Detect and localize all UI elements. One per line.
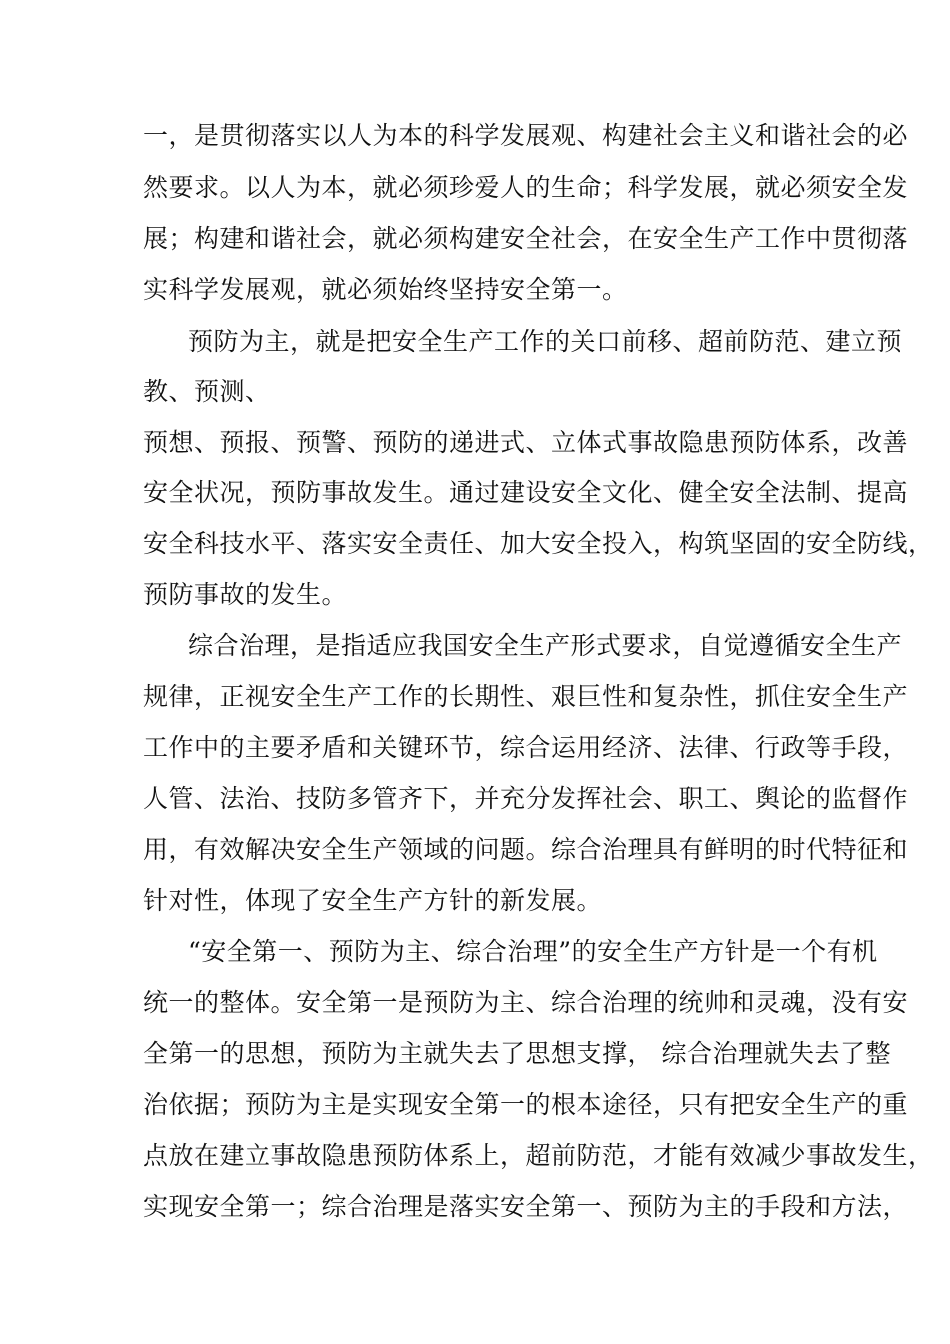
paragraph-1-line-1: 一，是贯彻落实以人为本的科学发展观、构建社会主义和谐社会的必 — [143, 121, 909, 150]
paragraph-1-line-4: 实科学发展观，就必须始终坚持安全第一。 — [143, 275, 628, 304]
paragraph-2-line-3: 预想、预报、预警、预防的递进式、立体式事故隐患预防体系，改善 — [143, 428, 909, 457]
paragraph-4-line-3: 全第一的思想，预防为主就失去了思想支撑， 综合治理就失去了整 — [143, 1039, 891, 1068]
paragraph-3-line-4: 人管、法治、技防多管齐下，并充分发挥社会、职工、舆论的监督作 — [143, 784, 909, 813]
paragraph-3-line-6: 针对性，体现了安全生产方针的新发展。 — [143, 886, 603, 915]
paragraph-2-line-6: 预防事故的发生。 — [143, 580, 348, 609]
paragraph-4-line-4: 治依据；预防为主是实现安全第一的根本途径，只有把安全生产的重 — [143, 1090, 909, 1119]
paragraph-2-line-2: 教、预测、 — [143, 377, 271, 406]
paragraph-3-line-2: 规律，正视安全生产工作的长期性、艰巨性和复杂性，抓住安全生产 — [143, 682, 909, 711]
paragraph-2-line-4: 安全状况，预防事故发生。通过建设安全文化、健全安全法制、提高 — [143, 478, 909, 507]
paragraph-1-line-2: 然要求。以人为本，就必须珍爱人的生命；科学发展，就必须安全发 — [143, 173, 909, 202]
paragraph-2-line-5: 安全科技水平、落实安全责任、加大安全投入，构筑坚固的安全防线， — [143, 529, 934, 558]
paragraph-2-line-1: 预防为主，就是把安全生产工作的关口前移、超前防范、建立预 — [188, 327, 903, 356]
paragraph-3-line-5: 用，有效解决安全生产领域的问题。综合治理具有鲜明的时代特征和 — [143, 835, 909, 864]
paragraph-4-line-6: 实现安全第一；综合治理是落实安全第一、预防为主的手段和方法， — [143, 1192, 909, 1221]
paragraph-1-line-3: 展；构建和谐社会，就必须构建安全社会，在安全生产工作中贯彻落 — [143, 224, 909, 253]
paragraph-3-line-3: 工作中的主要矛盾和关键环节，综合运用经济、法律、行政等手段， — [143, 733, 909, 762]
paragraph-4-line-5: 点放在建立事故隐患预防体系上，超前防范，才能有效减少事故发生， — [143, 1141, 934, 1170]
paragraph-4-line-1: “安全第一、预防为主、综合治理”的安全生产方针是一个有机 — [188, 937, 878, 966]
paragraph-4-line-2: 统一的整体。安全第一是预防为主、综合治理的统帅和灵魂，没有安 — [143, 988, 909, 1017]
paragraph-3-line-1: 综合治理，是指适应我国安全生产形式要求，自觉遵循安全生产 — [188, 631, 903, 660]
